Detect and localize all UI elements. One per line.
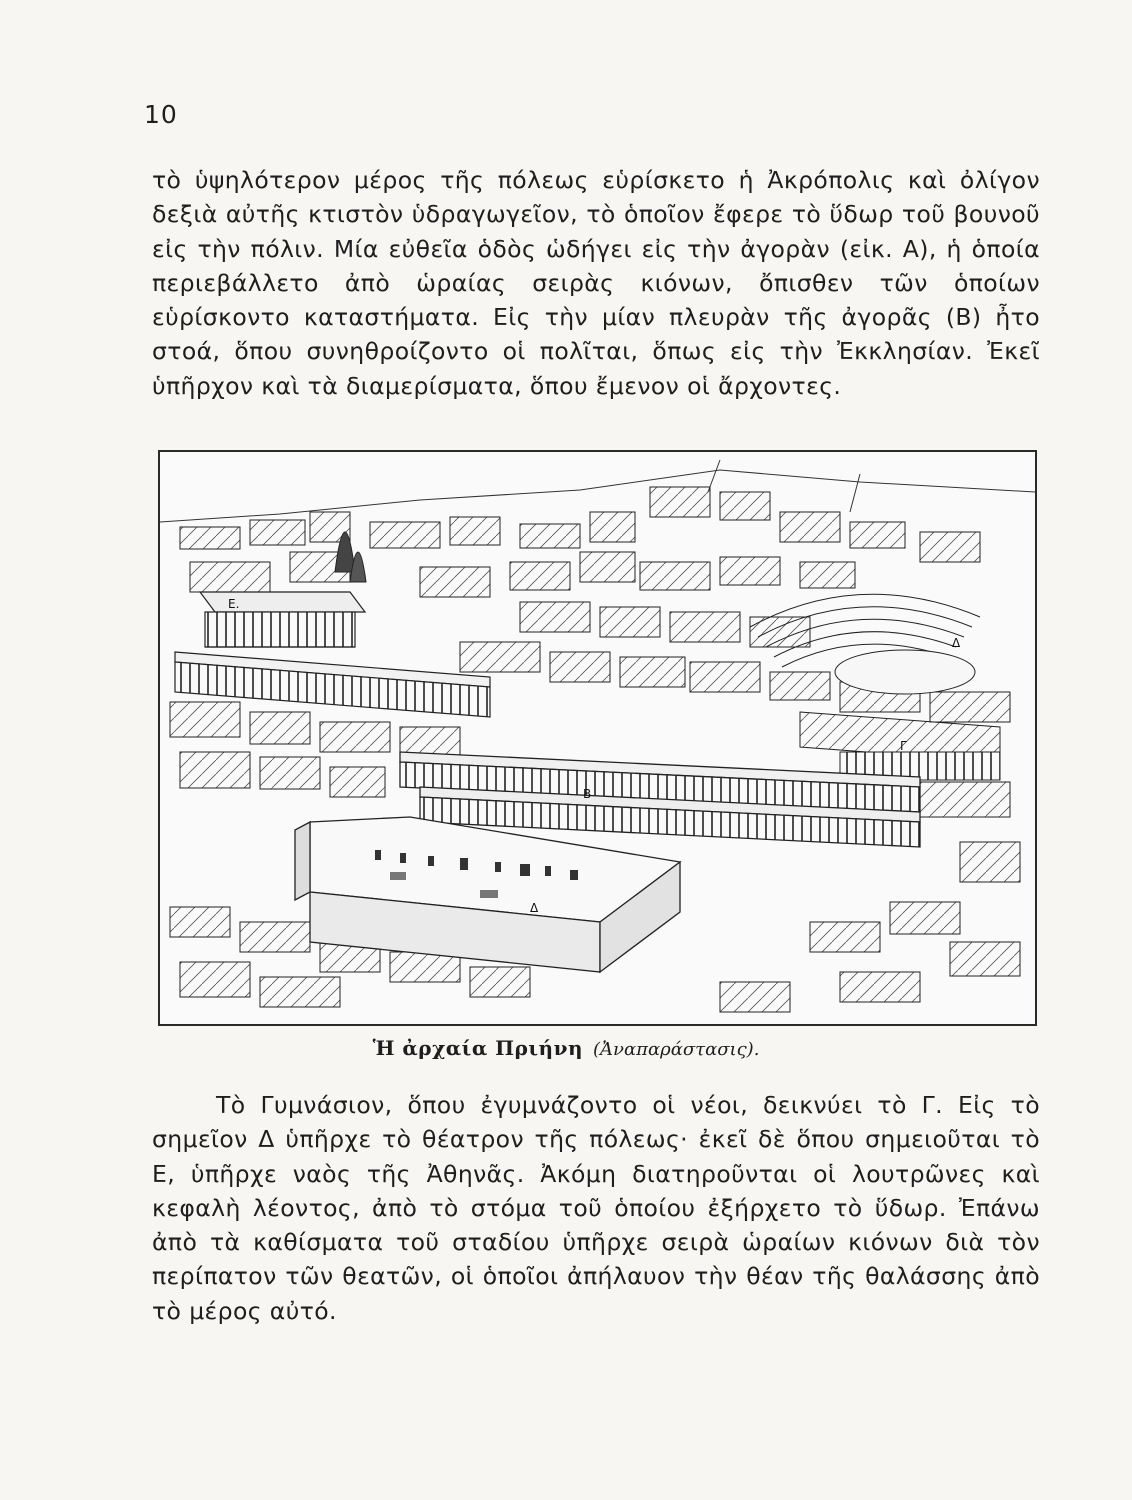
label-gymnasium-g: Γ <box>900 739 907 753</box>
paragraph-1: τὸ ὑψηλότερον μέρος τῆς πόλεως εὑρίσκετο ἡ Ἀκρόπολις καὶ ὀλίγον δεξιὰ αὐτῆς κτιστὸν ὑδραγωγεῖον, τὸ ὁποῖον ἔφερε τὸ ὕδωρ τοῦ βουνοῦ εἰς τὴν πόλιν. Μία εὐθεῖα ὁδὸς ὡδήγει εἰς τὴν ἀγορὰν (εἰκ. Α), ἡ ὁποία περιεβάλλετο ἀπὸ ὡραίας σειρὰς κιόνων, ὄπισθεν τῶν ὁποίων εὑρίσκοντο καταστήματα. Εἰς τὴν μίαν πλευρὰν τῆς ἀγορᾶς (Β) ἦτο στοά, ὅπου συνηθροίζοντο οἱ πολῖται, ὅπως εἰς τὴν Ἐκκλησίαν. Ἐκεῖ ὑπῆρχον καὶ τὰ διαμερίσματα, ὅπου ἔμενον οἱ ἄρχοντες. <box>152 166 1040 400</box>
caption-title: Ἡ ἀρχαία Πριήνη <box>372 1036 584 1060</box>
label-temple-e: Ε. <box>228 597 240 611</box>
page-number: 10 <box>144 100 178 129</box>
label-theatre-d: Δ <box>952 636 961 650</box>
illustration-drawing <box>160 452 1035 1024</box>
caption-parenthetical: (Ἀναπαράστασις). <box>593 1039 760 1060</box>
figure-caption <box>0 1036 1132 1060</box>
illustration-ancient-priene <box>158 450 1037 1026</box>
label-agora-d: Δ <box>530 901 539 915</box>
label-stoa-b: Β <box>583 787 592 801</box>
paragraph-2: Τὸ Γυμνάσιον, ὅπου ἐγυμνάζοντο οἱ νέοι, δεικνύει τὸ Γ. Εἰς τὸ σημεῖον Δ ὑπῆρχε τὸ θέατρον τῆς πόλεως· ἐκεῖ δὲ ὅπου σημειοῦται τὸ Ε, ὑπῆρχε ναὸς τῆς Ἀθηνᾶς. Ἀκόμη διατηροῦνται οἱ λουτρῶνες καὶ κεφαλὴ λέοντος, ἀπὸ τὸ στόμα τοῦ ὁποίου ἐξήρχετο τὸ ὕδωρ. Ἐπάνω ἀπὸ τὰ καθίσματα τοῦ σταδίου ὑπῆρχε σειρὰ ὡραίων κιόνων διὰ τὸν περίπατον τῶν θεατῶν, οἱ ὁποῖοι ἀπήλαυον τὴν θέαν τῆς θαλάσσης ἀπὸ τὸ μέρος αὐτό. <box>152 1091 1040 1325</box>
